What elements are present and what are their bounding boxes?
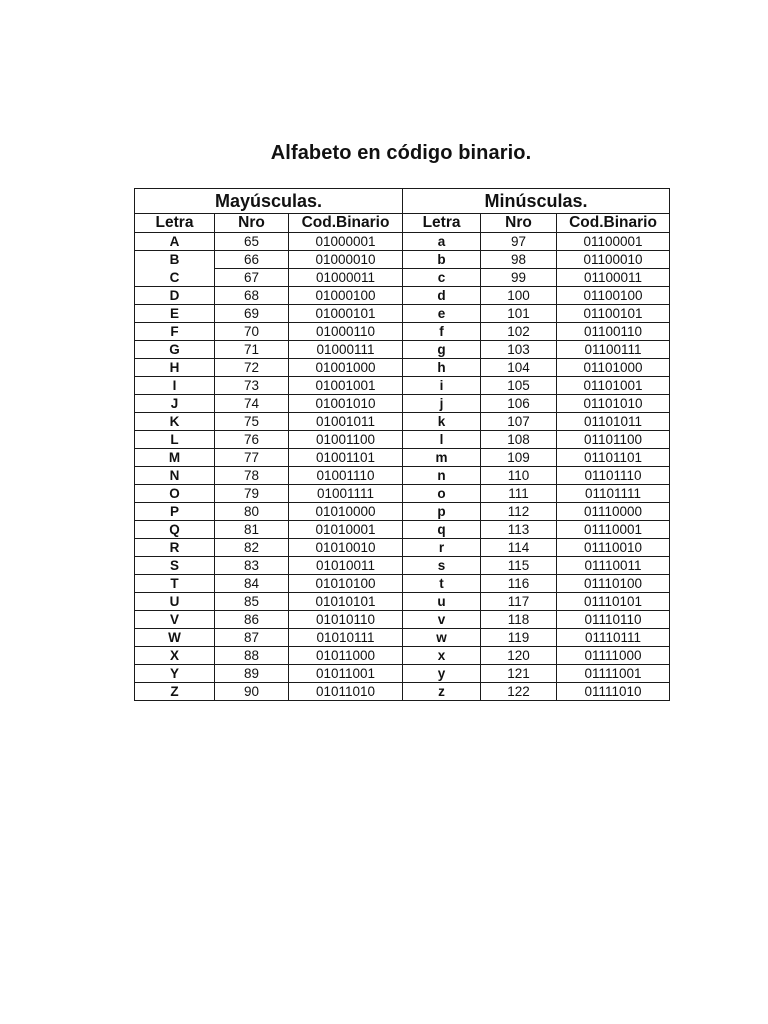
lowercase-binary-cell: 01101111	[557, 485, 670, 503]
uppercase-number-cell: 70	[215, 323, 289, 341]
uppercase-number-cell: 79	[215, 485, 289, 503]
uppercase-binary-cell: 01010111	[289, 629, 403, 647]
table-row	[135, 503, 670, 521]
lowercase-binary-header: Cod.Binario	[557, 214, 670, 233]
lowercase-number-cell: 97	[481, 233, 557, 251]
lowercase-binary-cell: 01110111	[557, 629, 670, 647]
lowercase-letter-cell: f	[403, 323, 481, 341]
table-row	[135, 413, 670, 431]
uppercase-letter-cell: Y	[135, 665, 215, 683]
uppercase-letter-cell: F	[135, 323, 215, 341]
lowercase-letter-cell: w	[403, 629, 481, 647]
uppercase-binary-cell: 01000011	[289, 269, 403, 287]
lowercase-letter-cell: x	[403, 647, 481, 665]
uppercase-binary-cell: 01010001	[289, 521, 403, 539]
lowercase-number-cell: 121	[481, 665, 557, 683]
lowercase-number-cell: 111	[481, 485, 557, 503]
lowercase-letter-cell: h	[403, 359, 481, 377]
lowercase-number-cell: 107	[481, 413, 557, 431]
lowercase-binary-cell: 01111001	[557, 665, 670, 683]
uppercase-number-cell: 69	[215, 305, 289, 323]
lowercase-number-cell: 103	[481, 341, 557, 359]
lowercase-letter-cell: n	[403, 467, 481, 485]
lowercase-binary-cell: 01110010	[557, 539, 670, 557]
uppercase-letter-cell: G	[135, 341, 215, 359]
table-row	[135, 305, 670, 323]
uppercase-number-cell: 65	[215, 233, 289, 251]
table-row	[135, 665, 670, 683]
lowercase-binary-cell: 01110100	[557, 575, 670, 593]
uppercase-letter-cell: K	[135, 413, 215, 431]
lowercase-letter-cell: d	[403, 287, 481, 305]
table-row	[135, 287, 670, 305]
table-row	[135, 431, 670, 449]
uppercase-number-cell: 87	[215, 629, 289, 647]
lowercase-binary-cell: 01101100	[557, 431, 670, 449]
lowercase-letter-cell: j	[403, 395, 481, 413]
uppercase-binary-cell: 01000110	[289, 323, 403, 341]
uppercase-binary-cell: 01001100	[289, 431, 403, 449]
uppercase-letter-cell: N	[135, 467, 215, 485]
uppercase-letter-cell: A	[135, 233, 215, 251]
uppercase-letter-cell: V	[135, 611, 215, 629]
lowercase-binary-cell: 01100101	[557, 305, 670, 323]
lowercase-binary-cell: 01100100	[557, 287, 670, 305]
lowercase-binary-cell: 01101011	[557, 413, 670, 431]
uppercase-letter-cell: Q	[135, 521, 215, 539]
uppercase-number-cell: 78	[215, 467, 289, 485]
lowercase-number-cell: 110	[481, 467, 557, 485]
lowercase-number-cell: 113	[481, 521, 557, 539]
uppercase-binary-cell: 01010000	[289, 503, 403, 521]
uppercase-letter-cell: H	[135, 359, 215, 377]
lowercase-binary-cell: 01100111	[557, 341, 670, 359]
lowercase-binary-cell: 01100110	[557, 323, 670, 341]
lowercase-number-cell: 101	[481, 305, 557, 323]
lowercase-letter-cell: o	[403, 485, 481, 503]
lowercase-number-cell: 117	[481, 593, 557, 611]
uppercase-binary-cell: 01001000	[289, 359, 403, 377]
lowercase-binary-cell: 01101101	[557, 449, 670, 467]
lowercase-number-cell: 122	[481, 683, 557, 701]
uppercase-binary-cell: 01010011	[289, 557, 403, 575]
uppercase-letter-header: Letra	[135, 214, 215, 233]
group-header-row	[135, 189, 670, 214]
lowercase-letter-cell: v	[403, 611, 481, 629]
uppercase-binary-cell: 01011010	[289, 683, 403, 701]
uppercase-letter-cell: E	[135, 305, 215, 323]
lowercase-letter-header: Letra	[403, 214, 481, 233]
lowercase-number-cell: 109	[481, 449, 557, 467]
lowercase-binary-cell: 01111000	[557, 647, 670, 665]
uppercase-binary-cell: 01000010	[289, 251, 403, 269]
table-row	[135, 341, 670, 359]
lowercase-binary-cell: 01101010	[557, 395, 670, 413]
lowercase-letter-cell: m	[403, 449, 481, 467]
uppercase-binary-header: Cod.Binario	[289, 214, 403, 233]
uppercase-number-cell: 84	[215, 575, 289, 593]
uppercase-binary-cell: 01001110	[289, 467, 403, 485]
table-row	[135, 629, 670, 647]
uppercase-number-cell: 68	[215, 287, 289, 305]
lowercase-binary-cell: 01101001	[557, 377, 670, 395]
uppercase-number-cell: 81	[215, 521, 289, 539]
table-row	[135, 467, 670, 485]
uppercase-letter-cell: I	[135, 377, 215, 395]
uppercase-letter-cell: L	[135, 431, 215, 449]
lowercase-number-cell: 104	[481, 359, 557, 377]
lowercase-letter-cell: l	[403, 431, 481, 449]
lowercase-number-cell: 115	[481, 557, 557, 575]
table-row	[135, 233, 670, 251]
lowercase-number-cell: 102	[481, 323, 557, 341]
lowercase-letter-cell: s	[403, 557, 481, 575]
uppercase-binary-cell: 01000111	[289, 341, 403, 359]
uppercase-number-cell: 73	[215, 377, 289, 395]
uppercase-binary-cell: 01000001	[289, 233, 403, 251]
lowercase-number-cell: 99	[481, 269, 557, 287]
uppercase-letter-cell: D	[135, 287, 215, 305]
lowercase-number-cell: 108	[481, 431, 557, 449]
lowercase-binary-cell: 01100011	[557, 269, 670, 287]
uppercase-letter-cell: B	[135, 251, 215, 269]
table-row	[135, 521, 670, 539]
uppercase-letter-cell: U	[135, 593, 215, 611]
binary-alphabet-table	[134, 188, 670, 701]
uppercase-binary-cell: 01000101	[289, 305, 403, 323]
uppercase-letter-cell: Z	[135, 683, 215, 701]
lowercase-number-cell: 120	[481, 647, 557, 665]
uppercase-number-cell: 75	[215, 413, 289, 431]
lowercase-number-cell: 112	[481, 503, 557, 521]
lowercase-letter-cell: r	[403, 539, 481, 557]
lowercase-number-cell: 98	[481, 251, 557, 269]
uppercase-number-cell: 67	[215, 269, 289, 287]
uppercase-number-cell: 83	[215, 557, 289, 575]
uppercase-binary-cell: 01001011	[289, 413, 403, 431]
table-row	[135, 611, 670, 629]
table-row	[135, 395, 670, 413]
lowercase-letter-cell: t	[403, 575, 481, 593]
lowercase-binary-cell: 01111010	[557, 683, 670, 701]
table-row	[135, 323, 670, 341]
lowercase-number-cell: 100	[481, 287, 557, 305]
uppercase-number-cell: 76	[215, 431, 289, 449]
uppercase-number-cell: 82	[215, 539, 289, 557]
column-header-row	[135, 214, 670, 233]
lowercase-binary-cell: 01101110	[557, 467, 670, 485]
page-title: Alfabeto en código binario.	[270, 142, 532, 164]
lowercase-letter-cell: e	[403, 305, 481, 323]
table-row	[135, 557, 670, 575]
uppercase-number-header: Nro	[215, 214, 289, 233]
table-row	[135, 251, 670, 269]
table-row	[135, 359, 670, 377]
uppercase-letter-cell: C	[135, 269, 215, 287]
uppercase-binary-cell: 01001111	[289, 485, 403, 503]
uppercase-letter-cell: R	[135, 539, 215, 557]
table-row	[135, 269, 670, 287]
lowercase-binary-cell: 01110000	[557, 503, 670, 521]
lowercase-number-header: Nro	[481, 214, 557, 233]
uppercase-number-cell: 88	[215, 647, 289, 665]
uppercase-number-cell: 89	[215, 665, 289, 683]
uppercase-binary-cell: 01001010	[289, 395, 403, 413]
lowercase-letter-cell: p	[403, 503, 481, 521]
lowercase-number-cell: 118	[481, 611, 557, 629]
lowercase-binary-cell: 01110001	[557, 521, 670, 539]
lowercase-letter-cell: z	[403, 683, 481, 701]
lowercase-binary-cell: 01100001	[557, 233, 670, 251]
uppercase-binary-cell: 01010101	[289, 593, 403, 611]
uppercase-binary-cell: 01000100	[289, 287, 403, 305]
uppercase-letter-cell: O	[135, 485, 215, 503]
uppercase-binary-cell: 01010100	[289, 575, 403, 593]
lowercase-binary-cell: 01110101	[557, 593, 670, 611]
lowercase-number-cell: 105	[481, 377, 557, 395]
table-row	[135, 539, 670, 557]
table-row	[135, 593, 670, 611]
table-row	[135, 683, 670, 701]
table-body	[135, 233, 670, 701]
uppercase-binary-cell: 01011001	[289, 665, 403, 683]
lowercase-letter-cell: g	[403, 341, 481, 359]
lowercase-number-cell: 119	[481, 629, 557, 647]
uppercase-binary-cell: 01001001	[289, 377, 403, 395]
uppercase-number-cell: 80	[215, 503, 289, 521]
lowercase-letter-cell: c	[403, 269, 481, 287]
table-row	[135, 377, 670, 395]
lowercase-number-cell: 116	[481, 575, 557, 593]
uppercase-binary-cell: 01001101	[289, 449, 403, 467]
uppercase-number-cell: 85	[215, 593, 289, 611]
lowercase-letter-cell: i	[403, 377, 481, 395]
uppercase-letter-cell: T	[135, 575, 215, 593]
table-row	[135, 575, 670, 593]
lowercase-letter-cell: k	[403, 413, 481, 431]
uppercase-letter-cell: X	[135, 647, 215, 665]
lowercase-letter-cell: a	[403, 233, 481, 251]
uppercase-number-cell: 74	[215, 395, 289, 413]
uppercase-letter-cell: P	[135, 503, 215, 521]
lowercase-letter-cell: b	[403, 251, 481, 269]
uppercase-letter-cell: W	[135, 629, 215, 647]
uppercase-group-header: Mayúsculas.	[135, 189, 403, 214]
lowercase-binary-cell: 01101000	[557, 359, 670, 377]
uppercase-letter-cell: J	[135, 395, 215, 413]
uppercase-letter-cell: S	[135, 557, 215, 575]
lowercase-binary-cell: 01100010	[557, 251, 670, 269]
uppercase-number-cell: 86	[215, 611, 289, 629]
uppercase-binary-cell: 01010010	[289, 539, 403, 557]
table-row	[135, 485, 670, 503]
uppercase-number-cell: 66	[215, 251, 289, 269]
uppercase-number-cell: 90	[215, 683, 289, 701]
uppercase-number-cell: 71	[215, 341, 289, 359]
lowercase-binary-cell: 01110110	[557, 611, 670, 629]
uppercase-number-cell: 72	[215, 359, 289, 377]
lowercase-binary-cell: 01110011	[557, 557, 670, 575]
uppercase-binary-cell: 01010110	[289, 611, 403, 629]
lowercase-group-header: Minúsculas.	[403, 189, 670, 214]
table-row	[135, 647, 670, 665]
lowercase-letter-cell: y	[403, 665, 481, 683]
lowercase-number-cell: 114	[481, 539, 557, 557]
uppercase-letter-cell: M	[135, 449, 215, 467]
lowercase-letter-cell: q	[403, 521, 481, 539]
table-row	[135, 449, 670, 467]
uppercase-binary-cell: 01011000	[289, 647, 403, 665]
lowercase-number-cell: 106	[481, 395, 557, 413]
lowercase-letter-cell: u	[403, 593, 481, 611]
uppercase-number-cell: 77	[215, 449, 289, 467]
